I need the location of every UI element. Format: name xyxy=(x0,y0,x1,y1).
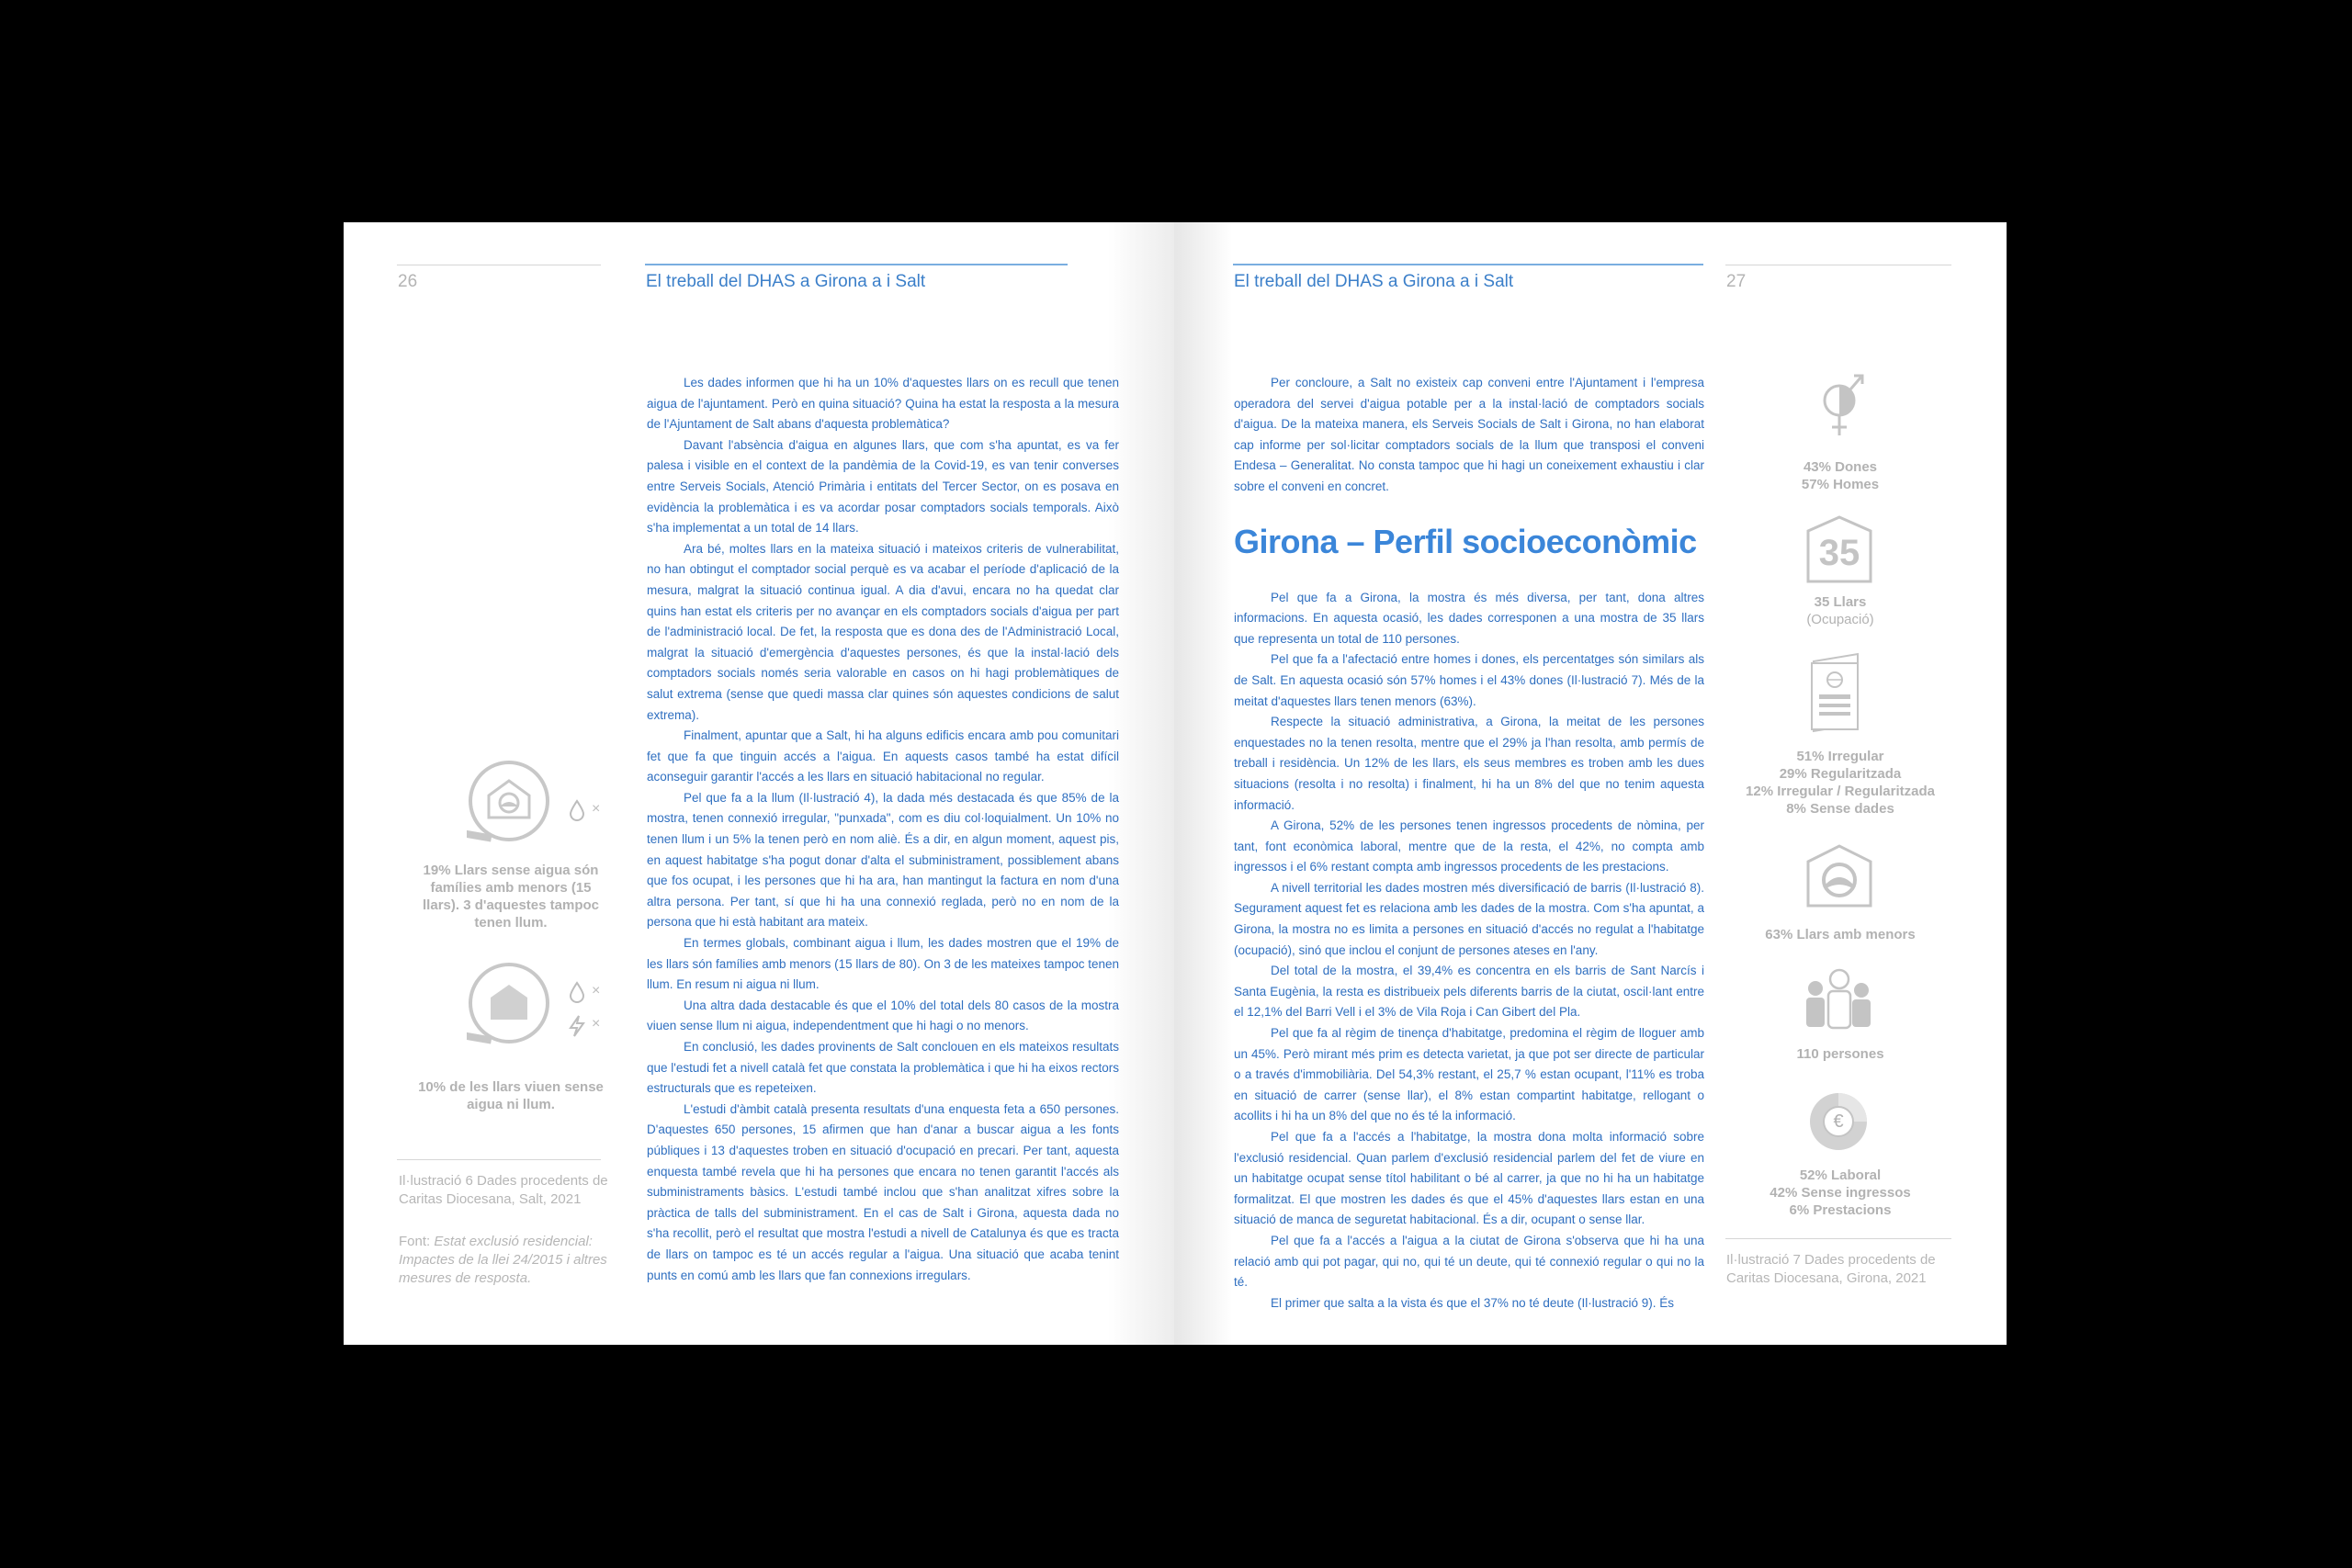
stat-persons: 110 persones xyxy=(1796,1046,1884,1062)
paragraph: L'estudi d'àmbit català presenta resultats d'una enquesta feta a 650 persones. D'aquestes 650 persones, 15 afirmen que han d'anar a buscar aigua a les fonts públiques i 13 d'aquestes troben en situació d'ocupació en precari. Per tant, aquesta enquesta també revela que hi ha persones que encara no tenen garantit l'accés als subministraments bàsics. L'estudi també inclou que s'han analitzat xifres sobre la pràctica de talls del subministrament. En el cas de Salt i Girona, aquesta dada no s'ha recollit, però el resultat que mostra l'estudi a nivell de Catalunya és que es tracta de llars on tampoc es té un accés regular a l'aigua. Una situació que acaba tenint punts en comú amb les llars que fan connexions irregulars. xyxy=(647,1101,1119,1282)
source-title: Estat exclusió residencial: Impactes de la llei 24/2015 i altres mesures de resposta. xyxy=(399,1234,607,1286)
section-heading: Girona – Perfil socioeconòmic xyxy=(1234,522,1697,560)
caption-rule xyxy=(397,1159,601,1160)
stat-regularized: 29% Regularitzada xyxy=(1779,766,1902,782)
cross-icon: × xyxy=(592,983,601,998)
cross-icon: × xyxy=(592,1016,601,1032)
paragraph: A Girona, 52% de les persones tenen ingressos procedents de nòmina, per tant, font econòmica laboral, mentre que de la resta, el 42%, no compta amb ingressos i el 6% restant compta amb ingressos procedents de les prestacions. xyxy=(1234,818,1704,874)
stat-households-note: (Ocupació) xyxy=(1806,612,1874,627)
income-stats xyxy=(1725,1167,1955,1219)
paragraph: Respecte la situació administrativa, a Girona, la meitat de les persones enquestades no la tenen resolta, mentre que el 29% ja l'han resolta, amb permís de treball i residència. Un 12% de les llars, els seus membres es troben amb les dues situacions (resolta i no resolta) i finalment, hi ha un 8% del que no tenim aquesta informació. xyxy=(1234,715,1704,812)
right-page xyxy=(1174,222,2007,1345)
page-number: 26 xyxy=(398,272,418,291)
paragraph: Pel que fa al règim de tinença d'habitatge, predomina el règim de lloguer amb un 45%. Però mirant més prim es detecta varietat, ja que pot ser directe de particular o a través d'immobiliària. Del 54,3% restant, el 25,7 % estan ocupant, l'11% es troba en situació de carrer (sense llar), el 8% estan compartint habitatge, rellogant o acollits i hi ha un 8% del que no és té la informació. xyxy=(1234,1026,1704,1123)
stat-benefits: 6% Prestacions xyxy=(1789,1202,1892,1218)
stat-households: 35 Llars xyxy=(1814,594,1867,610)
paragraph: Pel que fa a l'accés a l'habitatge, la mostra dona molta informació sobre l'exclusió residencial. Quan parlem d'exclusió residencial parlem del fet de viure en un habitatge ocupat sense títol habilitant o bé al carrer, ja que no hi ha un habitatge formalitzat. El que mostren les dades és que el 45% d'aquestes llars estan en una situació de manca de seguretat habitacional. És a dir, ocupant o sense llar. xyxy=(1234,1130,1704,1227)
cross-icon: × xyxy=(592,801,601,817)
document-icon xyxy=(1808,652,1867,733)
top-rule-blue xyxy=(645,264,1068,265)
paragraph: En termes globals, combinant aigua i llum, les dades mostren que el 19% de les llars són famílies amb menors (15 llars de 80). On 3 de les mateixes tampoc tenen llum. En resum ni aigua ni llum. xyxy=(647,936,1119,992)
paragraph: Davant l'absència d'aigua en algunes llars, que com s'ha apuntat, es va fer palesa i visible en el context de la pandèmia de la Covid-19, es van tenir converses entre Serveis Socials, Atenció Primària i entitats del Tercer Sector, on es posava en evidència la problemàtica i es va acordar posar comptadors socials temporals. Això s'ha implementat a un total de 14 llars. xyxy=(647,437,1119,536)
paragraph: Pel que fa a Girona, la mostra és més diversa, per tant, dona altres informacions. En aquesta ocasió, les dades corresponen a una mostra de 35 llars que representa un total de 110 persones. xyxy=(1234,590,1704,646)
paragraph: Del total de la mostra, el 39,4% es concentra en els barris de Sant Narcís i Santa Eugènia, la resta es distribueix pels diferents barris de la ciutat, oscil·lant entre el 12,1% del Barri Vell i el 3% de Vila Roja i Can Gibert del Pla. xyxy=(1234,964,1704,1020)
stat-irregular: 51% Irregular xyxy=(1796,749,1884,764)
stat-no-water-no-power: 10% de les llars viuen sense aigua ni llum. xyxy=(418,1079,604,1112)
gender-stats xyxy=(1744,458,1937,493)
admin-status-stats xyxy=(1725,748,1955,818)
paragraph: Pel que fa a l'afectació entre homes i dones, els percentatges són similars als de Salt. En aquesta ocasió són 57% homes i el 43% dones (Il·lustració 7). Més de la meitat d'aquestes llars tenen menors (63%). xyxy=(1234,652,1704,708)
stat-men: 57% Homes xyxy=(1801,477,1880,492)
euro-symbol: € xyxy=(1833,1111,1844,1132)
left-page xyxy=(344,222,1174,1345)
lightning-icon xyxy=(568,1014,586,1038)
water-drop-icon xyxy=(568,799,586,821)
paragraph: El primer que salta a la vista és que el 37% no té deute (Il·lustració 9). És xyxy=(1271,1295,1674,1310)
stat-no-water-minors: 19% Llars sense aigua són famílies amb menors (15 llars). 3 d'aquestes tampoc tenen llum. xyxy=(423,863,599,931)
running-head: El treball del DHAS a Girona a i Salt xyxy=(646,272,926,291)
illustration-caption: Il·lustració 7 Dades procedents de Caritas Diocesana, Girona, 2021 xyxy=(1726,1252,1936,1286)
gender-icon xyxy=(1814,369,1869,443)
water-drop-icon xyxy=(568,981,586,1003)
stat-labour: 52% Laboral xyxy=(1799,1168,1882,1183)
paragraph: Pel que fa a la llum (Il·lustració 4), la dada més destacada és que 85% de la mostra, tenen connexió irregular, "punxada", com es diu col·loquialment. Un 10% no tenen llum i un 5% la tenen però en nom aliè. És a dir, en algun moment, aquest pis, en aquest habitatge s'ha pogut donar d'alta el subministrament, possiblement abans que fos ocupat, i les persones que hi ha ara, han mantingut la factura en nom d'una altra persona. Per tant, sí que hi ha una connexió reglada, però no en nom de la persona que hi està habitant ara mateix. xyxy=(647,790,1119,930)
stat-mixed: 12% Irregular / Regularitzada xyxy=(1746,784,1935,799)
stat-minors: 63% Llars amb menors xyxy=(1765,927,1916,942)
top-rule-blue xyxy=(1233,264,1703,265)
body-column xyxy=(1234,373,1704,1314)
paragraph: Per concloure, a Salt no existeix cap conveni entre l'Ajuntament i l'empresa operadora del servei d'aigua potable per a la instal·lació de comptadors socials d'aigua. De la mateixa manera, els Serveis Socials de Salt i Girona, no han elaborat cap informe per sol·licitar comptadors socials de la llum que transposi el conveni Endesa – Generalitat. No consta tampoc que hi hagi un coneixement exhaustiu i clar sobre el conveni en concret. xyxy=(1234,376,1704,493)
body-column xyxy=(647,373,1119,1286)
caption-rule xyxy=(1725,1238,1951,1239)
household-icon xyxy=(467,963,568,1045)
house-children-icon xyxy=(1804,843,1874,909)
house-number-icon xyxy=(1804,514,1874,584)
paragraph: En conclusió, les dades provinents de Salt conclouen en els mateixos resultats que l'estudi fet a nivell català fet que constata la problemàtica i que hi ha eixos rectors estructurals que es repeteixen. xyxy=(647,1040,1119,1096)
household-minors-icon xyxy=(467,761,568,843)
running-head: El treball del DHAS a Girona a i Salt xyxy=(1234,272,1514,291)
source-note xyxy=(399,1233,619,1288)
paragraph: Pel que fa a l'accés a l'aigua a la ciutat de Girona s'observa que hi ha una relació amb qui pot pagar, qui no, qui té un deute, qui té connexió regular o qui no la té. xyxy=(1234,1233,1704,1290)
source-prefix: Font: xyxy=(399,1234,431,1249)
page-number: 27 xyxy=(1726,272,1747,291)
stat-women: 43% Dones xyxy=(1803,459,1878,475)
paragraph: Les dades informen que hi ha un 10% d'aquestes llars on es recull que tenen aigua de l'ajuntament. Però en quina situació? Quina ha estat la resposta a la mesura de l'Ajuntament de Salt abans d'aquesta problemàtica? xyxy=(647,376,1119,432)
stat-no-income: 42% Sense ingressos xyxy=(1770,1185,1911,1201)
euro-coin-icon xyxy=(1806,1089,1871,1154)
illustration-caption: Il·lustració 6 Dades procedents de Caritas Diocesana, Salt, 2021 xyxy=(399,1173,608,1207)
stat-no-data: 8% Sense dades xyxy=(1786,801,1894,817)
persons-icon xyxy=(1801,966,1880,1031)
households-stats xyxy=(1744,593,1937,628)
households-count: 35 xyxy=(1818,533,1860,573)
paragraph: Una altra dada destacable és que el 10% del total dels 80 casos de la mostra viuen sense llum ni aigua, independentment que hi hagi o no menors. xyxy=(647,998,1119,1033)
paragraph: Ara bé, moltes llars en la mateixa situació i mateixos criteris de vulnerabilitat, no han obtingut el comptador social perquè es va acabar el període d'aplicació de la mesura, malgrat la situació continua igual. A dia d'avui, encara no ha quedat clar quins han estat els criteris per no avançar en els comptadors socials d'aigua per part de l'administració local. De fet, la resposta que es dona des de l'Administració Local, malgrat la situació d'emergència d'aquestes persones, és que la instal·lació dels comptadors socials només seria valorable en casos on hi hagi problemàtiques de salut extrema (sense que quedi massa clar quines són aquestes condicions de salut extrema). xyxy=(647,541,1119,722)
paragraph: Finalment, apuntar que a Salt, hi ha alguns edificis encara amb pou comunitari fet que fa que tinguin accés a l'aigua. En aquests casos també ha estat difícil aconseguir garantir l'accés a les llars en situació habitacional no regular. xyxy=(647,728,1119,784)
paragraph: A nivell territorial les dades mostren més diversificació de barris (Il·lustració 8). Segurament aquest fet es relaciona amb les dades de la mostra. Com s'ha apuntat, a Girona, la mostra no es limita a persones en situació d'accés no regulat a l'habitatge (ocupació), sinó que inclou el conjunt de persones ateses en l'any. xyxy=(1234,880,1704,957)
